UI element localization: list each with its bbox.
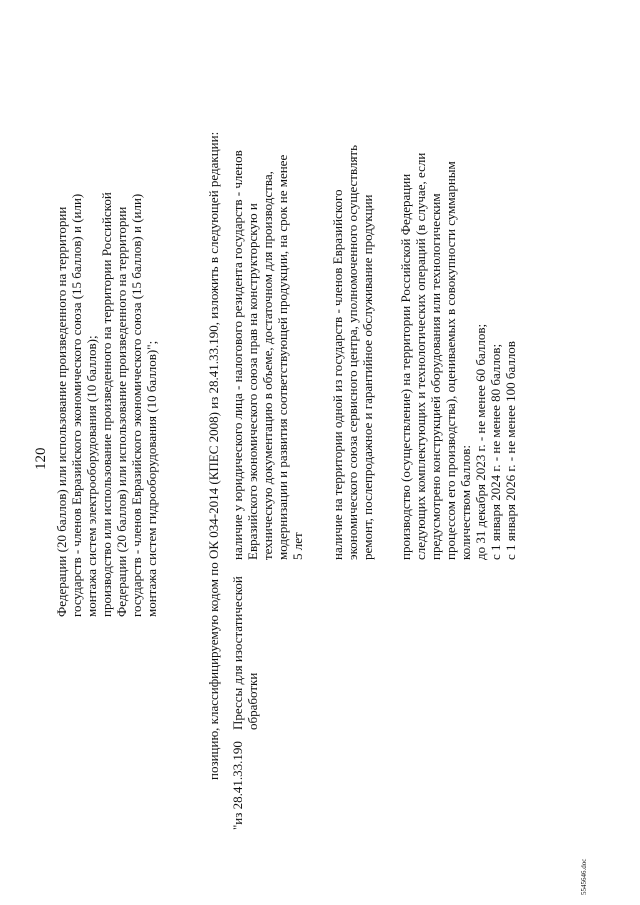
- text-line: наличие на территории одной из государств - членов Евразийского: [330, 189, 345, 560]
- text-line: до 31 декабря 2023 г. - не менее 60 баллов;: [473, 323, 488, 560]
- text-line: экономического союза сервисного центра, уполномоченного осуществлять: [345, 144, 360, 560]
- text-line: Прессы для изостатической: [230, 576, 245, 730]
- text-line: следующих комплектующих и технологических операций (в случае, если: [413, 152, 428, 560]
- text-line: Евразийского экономического союза прав на конструкторскую и: [245, 203, 260, 560]
- text-line: производство (осуществление) на территории Российской Федерации: [398, 173, 413, 560]
- text-line: 5 лет: [290, 532, 305, 560]
- text-line: монтажа систем гидрооборудования (10 баллов)";: [144, 340, 159, 617]
- text-line: государств - членов Евразийского экономического союза (15 баллов) и (или): [129, 193, 144, 617]
- text-line: монтажа систем электрооборудования (10 баллов);: [84, 335, 99, 617]
- text-line: модернизации и развития соответствующей продукции, на срок не менее: [275, 154, 290, 560]
- text-line: ремонт, послепродажное и гарантийное обслуживание продукции: [360, 194, 375, 560]
- text-line: Федерации (20 баллов) или использование произведенного на территории: [54, 206, 69, 617]
- text-line: государств - членов Евразийского экономического союза (15 баллов) и (или): [69, 193, 84, 617]
- document-code: 5545646.doc: [580, 858, 588, 895]
- text-line: наличие у юридического лица - налогового резидента государств - членов: [230, 150, 245, 560]
- text-line: производство или использование произведенного на территории Российской: [99, 192, 114, 617]
- text-line: процессом его производства), оцениваемых в совокупности суммарным: [443, 161, 458, 560]
- text-line: количеством баллов:: [458, 444, 473, 560]
- text-line: с 1 января 2024 г. - не менее 80 баллов;: [488, 343, 503, 560]
- text-line: техническую документацию в объеме, достаточном для производства,: [260, 171, 275, 560]
- text-line: Федерации (20 баллов) или использование произведенного на территории: [114, 206, 129, 617]
- text-line: обработки: [245, 672, 260, 730]
- code-cell: "из 28.41.33.190: [230, 741, 245, 830]
- page-number: 120: [33, 447, 49, 470]
- text-line: предусмотрено конструкцией оборудования или технологическим: [428, 193, 443, 560]
- text-line: с 1 января 2026 г. - не менее 100 баллов: [503, 341, 518, 560]
- intro-line: позицию, классифицируемую кодом по ОК 034-2014 (КПЕС 2008) из 28.41.33.190, изложить в следующей редакции:: [206, 131, 221, 780]
